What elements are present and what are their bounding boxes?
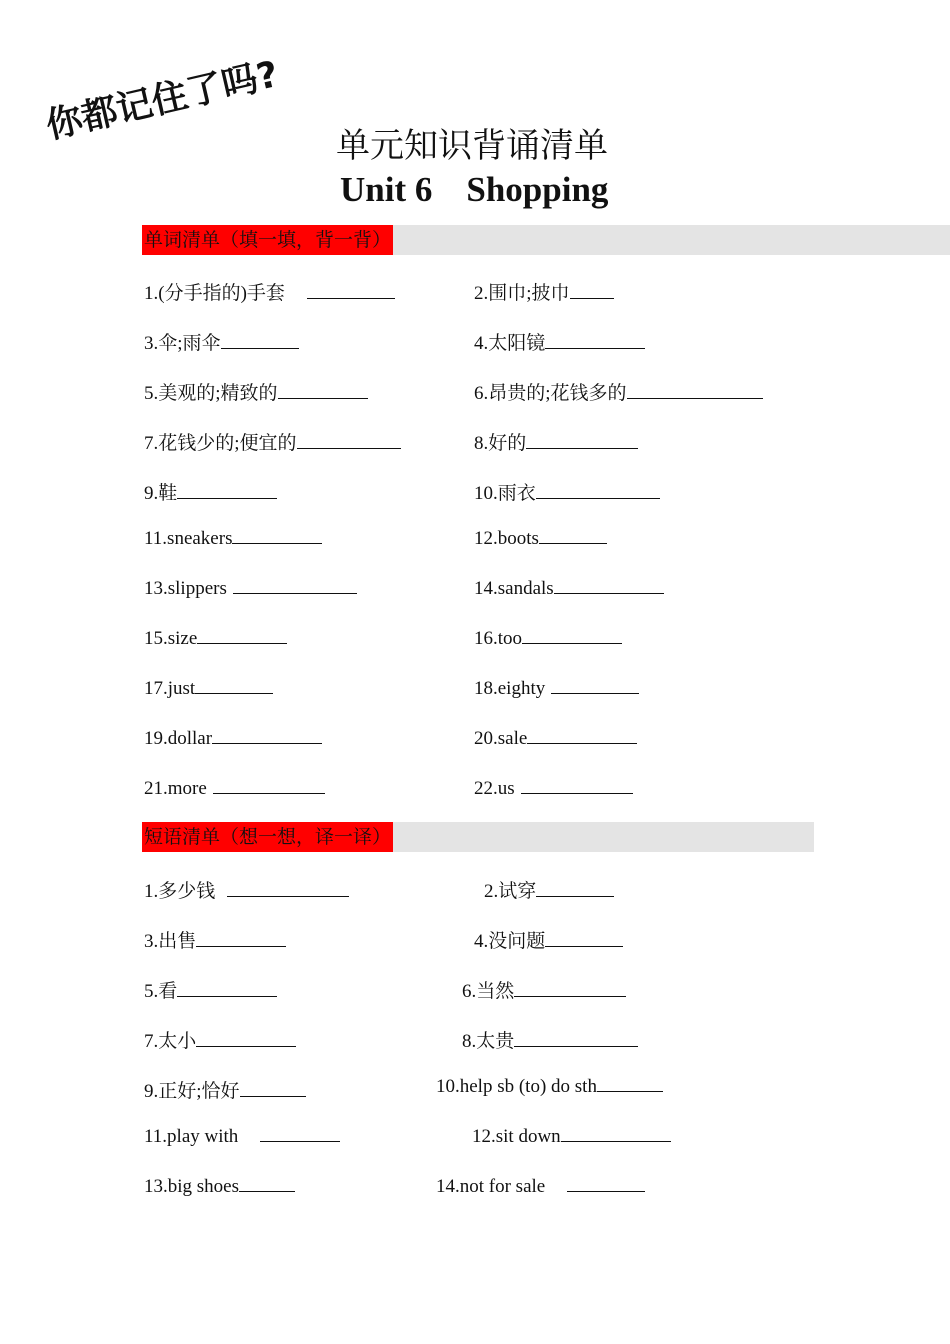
list-item: 12.sit down	[472, 1126, 671, 1148]
answer-blank[interactable]	[278, 384, 368, 399]
answer-blank[interactable]	[177, 982, 277, 997]
answer-blank[interactable]	[307, 284, 395, 299]
answer-blank[interactable]	[239, 1177, 295, 1192]
list-item: 12.boots	[474, 528, 607, 550]
list-item: 11.sneakers	[144, 528, 322, 550]
answer-blank[interactable]	[196, 1032, 296, 1047]
page-title-unit	[340, 170, 608, 210]
answer-blank[interactable]	[514, 1032, 638, 1047]
answer-blank[interactable]	[561, 1127, 671, 1142]
answer-blank[interactable]	[227, 882, 349, 897]
answer-blank[interactable]	[212, 729, 322, 744]
list-item: 18.eighty	[474, 678, 639, 700]
list-item: 8.太贵	[462, 1026, 638, 1053]
section-heading-words: 单词清单（填一填，背一背）	[142, 225, 393, 255]
answer-blank[interactable]	[177, 484, 277, 499]
list-item: 6.当然	[462, 976, 626, 1003]
list-item: 3.伞;雨伞	[144, 328, 299, 355]
list-item: 13.big shoes	[144, 1176, 295, 1198]
answer-blank[interactable]	[554, 579, 664, 594]
list-item: 4.太阳镜	[474, 328, 645, 355]
list-item: 5.看	[144, 976, 277, 1003]
list-item: 5.美观的;精致的	[144, 378, 368, 405]
answer-blank[interactable]	[536, 484, 660, 499]
answer-blank[interactable]	[551, 679, 639, 694]
list-item: 19.dollar	[144, 728, 322, 750]
answer-blank[interactable]	[570, 284, 614, 299]
answer-blank[interactable]	[521, 779, 633, 794]
answer-blank[interactable]	[195, 679, 273, 694]
list-item: 4.没问题	[474, 926, 623, 953]
list-item: 1.多少钱	[144, 876, 349, 903]
answer-blank[interactable]	[627, 384, 763, 399]
list-item: 6.昂贵的;花钱多的	[474, 378, 763, 405]
list-item: 16.too	[474, 628, 622, 650]
list-item: 15.size	[144, 628, 287, 650]
list-item: 21.more	[144, 778, 325, 800]
answer-blank[interactable]	[597, 1077, 663, 1092]
list-item: 3.出售	[144, 926, 286, 953]
answer-blank[interactable]	[522, 629, 622, 644]
answer-blank[interactable]	[567, 1177, 645, 1192]
list-item: 2.试穿	[484, 876, 614, 903]
list-item: 10.help sb (to) do sth	[436, 1076, 663, 1098]
answer-blank[interactable]	[545, 932, 623, 947]
list-item: 14.sandals	[474, 578, 664, 600]
answer-blank[interactable]	[232, 529, 322, 544]
slogan-banner: 你都记住了吗?	[42, 53, 283, 148]
answer-blank[interactable]	[221, 334, 299, 349]
answer-blank[interactable]	[260, 1127, 340, 1142]
list-item: 13.slippers	[144, 578, 357, 600]
answer-blank[interactable]	[526, 434, 638, 449]
list-item: 7.太小	[144, 1026, 296, 1053]
list-item: 14.not for sale	[436, 1176, 645, 1198]
unit-number: Unit 6	[340, 170, 433, 209]
answer-blank[interactable]	[514, 982, 626, 997]
list-item: 8.好的	[474, 428, 638, 455]
answer-blank[interactable]	[233, 579, 357, 594]
page-title-chinese: 单元知识背诵清单	[336, 126, 608, 166]
list-item: 10.雨衣	[474, 478, 660, 505]
list-item: 9.鞋	[144, 478, 277, 505]
answer-blank[interactable]	[536, 882, 614, 897]
list-item: 17.just	[144, 678, 273, 700]
answer-blank[interactable]	[197, 629, 287, 644]
answer-blank[interactable]	[196, 932, 286, 947]
list-item: 7.花钱少的;便宜的	[144, 428, 401, 455]
answer-blank[interactable]	[527, 729, 637, 744]
answer-blank[interactable]	[297, 434, 401, 449]
answer-blank[interactable]	[545, 334, 645, 349]
answer-blank[interactable]	[213, 779, 325, 794]
answer-blank[interactable]	[539, 529, 607, 544]
answer-blank[interactable]	[240, 1082, 306, 1097]
section-heading-phrases: 短语清单（想一想，译一译）	[142, 822, 393, 852]
unit-topic: Shopping	[466, 170, 609, 209]
list-item: 11.play with	[144, 1126, 340, 1148]
list-item: 2.围巾;披巾	[474, 278, 614, 305]
list-item: 20.sale	[474, 728, 637, 750]
list-item: 1.(分手指的)手套	[144, 278, 395, 305]
list-item: 22.us	[474, 778, 633, 800]
list-item: 9.正好;恰好	[144, 1076, 306, 1103]
